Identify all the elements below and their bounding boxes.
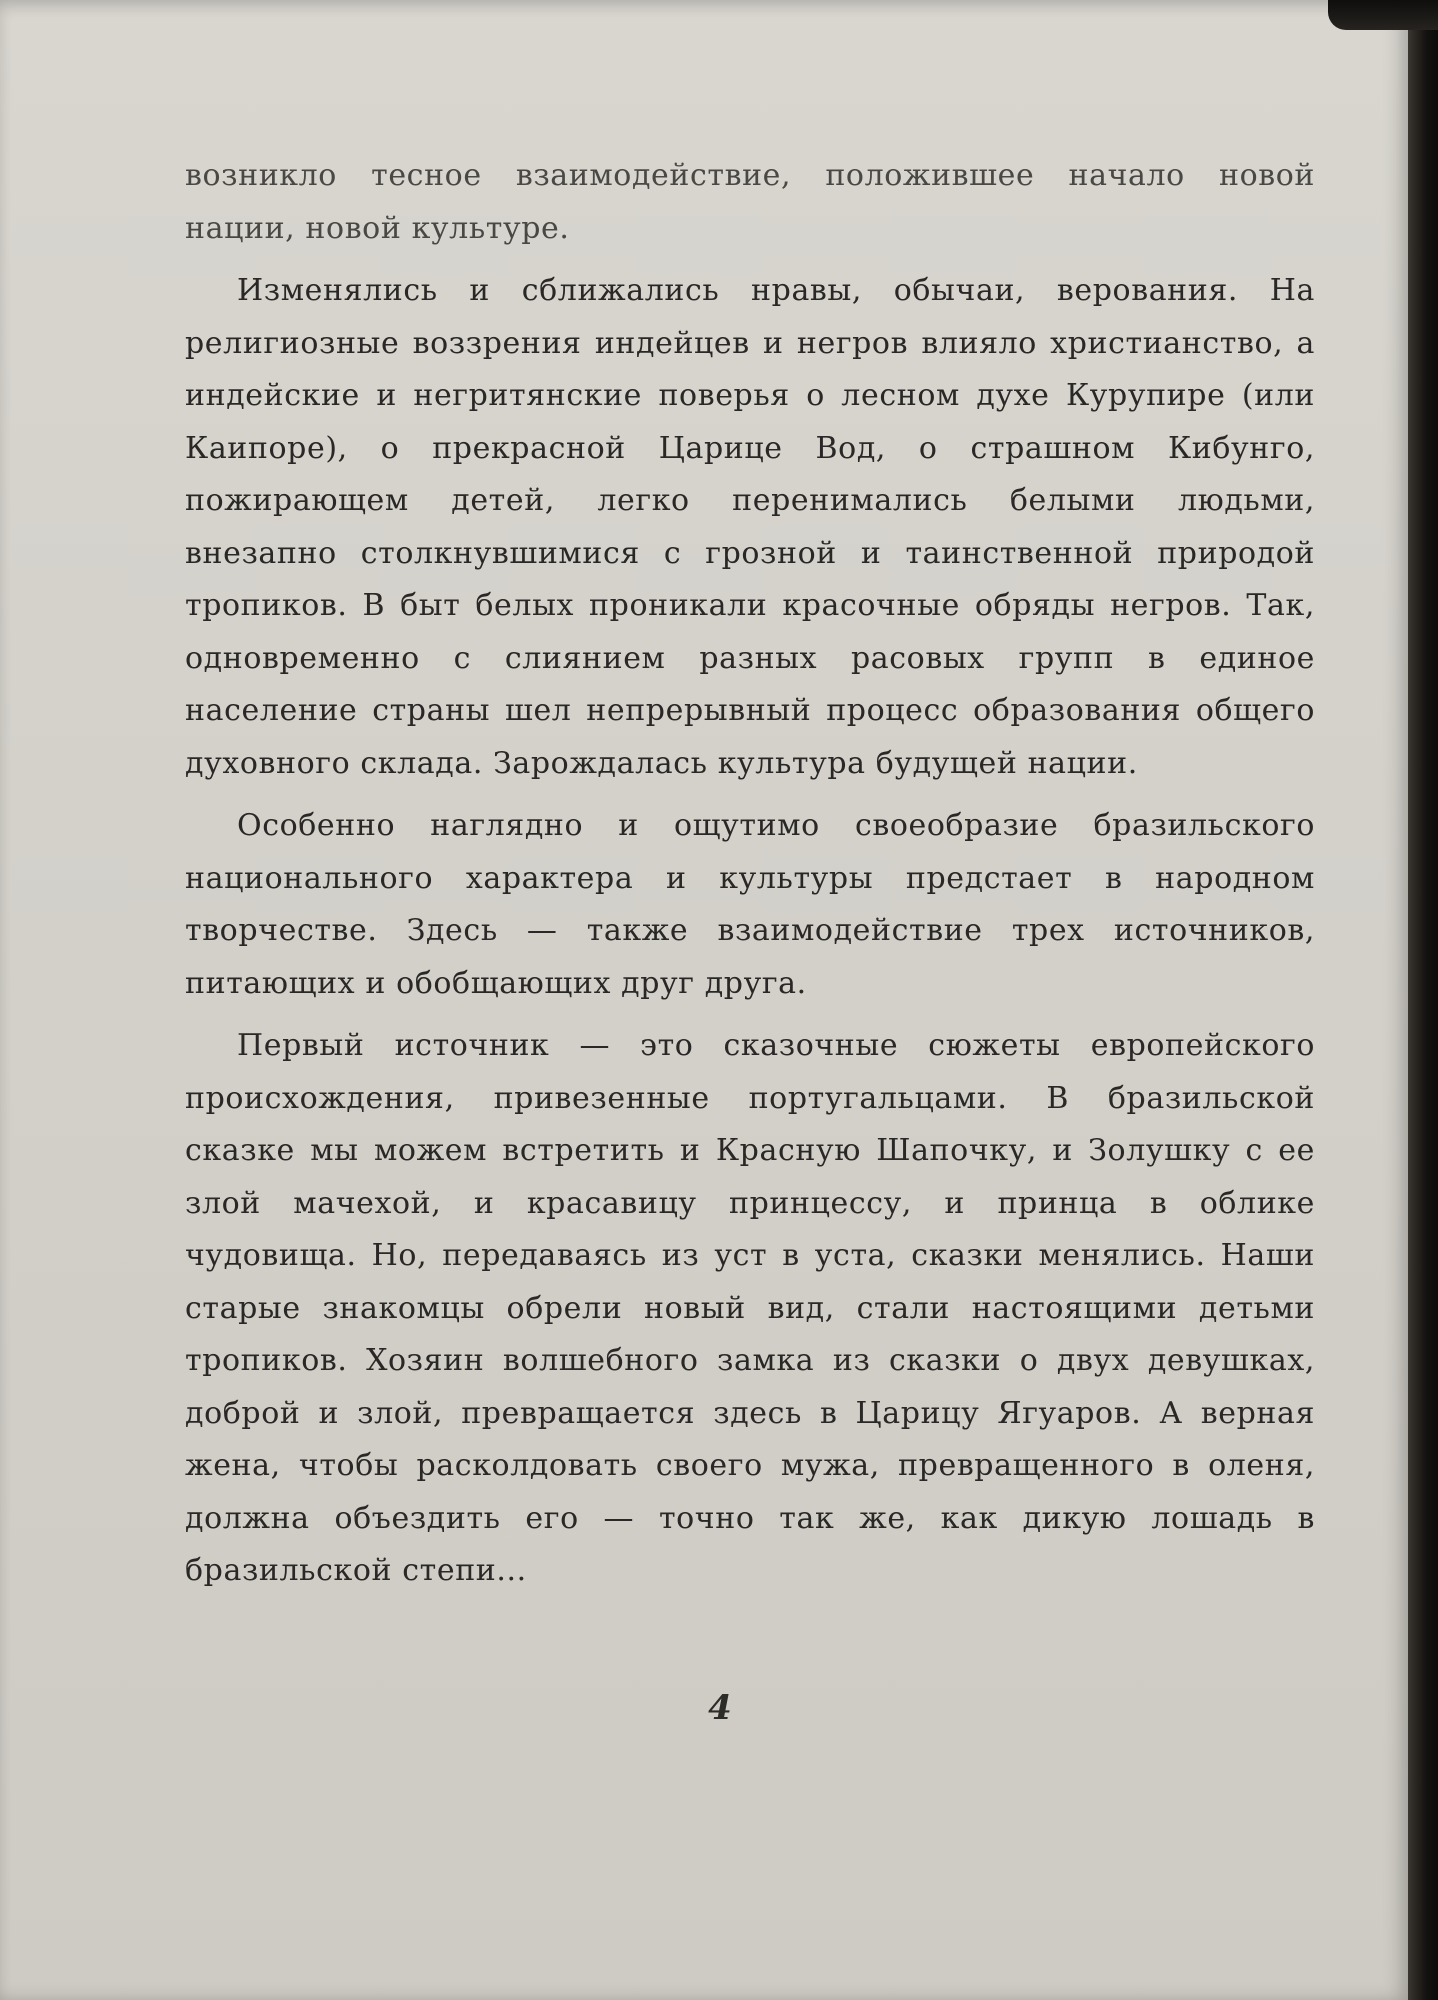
- book-cover-corner: [1328, 0, 1438, 30]
- book-cover-edge: [1408, 0, 1438, 2000]
- page-number: 4: [708, 1688, 732, 1728]
- paragraph-continuation: возникло тесное взаимодействие, положившее начало новой нации, новой культуре.: [185, 158, 1315, 246]
- paragraph-folk-art: Особенно наглядно и ощутимо своеобразие бразильского национального характера и культуры предстает в народном творчестве. Здесь — также взаимодействие трех источников, питающих и обобщающих друг друга.: [185, 808, 1315, 1001]
- paragraph-beliefs: Изменялись и сближались нравы, обычаи, верования. На религиозные воззрения индейцев и негров влияло христианство, а индейские и негритянские поверья о лесном духе Курупире (или Каипоре), о прекрасной Царице Вод, о страшном Кибунго, пожирающем детей, легко перенимались белыми людьми, внезапно столкнувшимися с грозной и таинственной природой тропиков. В быт белых проникали красочные обряды негров. Так, одновременно с слиянием разных расовых групп в единое население страны шел непрерывный процесс образования общего духовного склада. Зарождалась культура будущей нации.: [185, 273, 1315, 781]
- paragraph-first-source: Первый источник — это сказочные сюжеты европейского происхождения, привезенные португальцами. В бразильской сказке мы можем встретить и Красную Шапочку, и Золушку с ее злой мачехой, и красавицу принцессу, и принца в облике чудовища. Но, передаваясь из уст в уста, сказки менялись. Наши старые знакомцы обрели новый вид, стали настоящими детьми тропиков. Хозяин волшебного замка из сказки о двух девушках, доброй и злой, превращается здесь в Царицу Ягуаров. А верная жена, чтобы расколдовать своего мужа, превращенного в оленя, должна объездить его — точно так же, как дикую лошадь в бразильской степи...: [185, 1028, 1315, 1588]
- body-text: [185, 150, 1315, 1608]
